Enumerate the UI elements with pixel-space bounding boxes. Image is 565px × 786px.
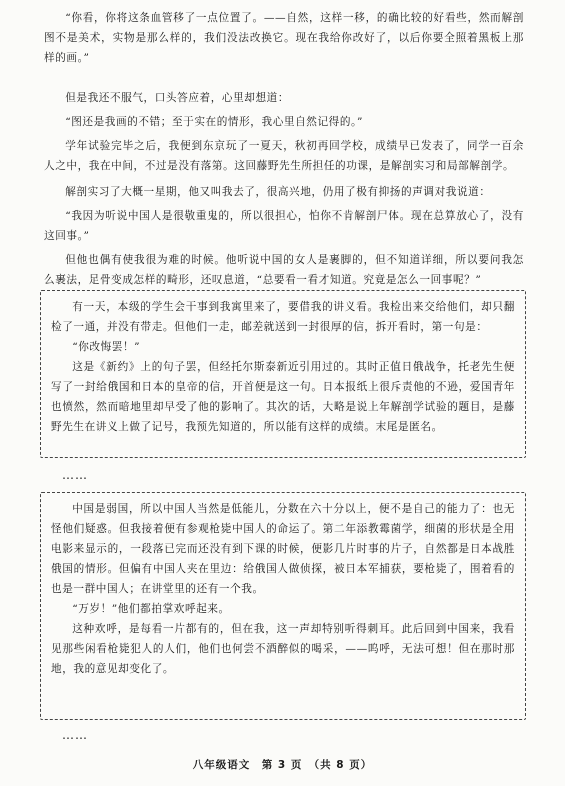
box2-paragraph-2: “万岁！”他们都拍掌欢呼起来。 <box>72 603 230 615</box>
box1-paragraph-2: “你改悔罢！” <box>72 341 141 353</box>
ellipsis-2: …… <box>62 728 88 742</box>
paragraph-4: 学年试验完毕之后，我便到东京玩了一夏天，秋初再回学校，成绩早已发表了，同学一百余人之中，我在中间，不过是没有落第。这回藤野先生所担任的功课，是解剖实习和局部解剖学。 <box>44 140 524 172</box>
paragraph-1: “你看，你将这条血管移了一点位置了。——自然，这样一移，的确比较的好看些，然而解剖图不是美术，实物是那么样的，我们没法改换它。现在我给你改好了，以后你要全照着黑板上那样的画。” <box>44 12 524 64</box>
excerpt-box-2 <box>40 492 526 720</box>
paragraph-5: 解剖实习了大概一星期，他又叫我去了，很高兴地，仍用了极有抑扬的声调对我说道： <box>65 186 491 198</box>
box2-paragraph-1: 中国是弱国，所以中国人当然是低能儿，分数在六十分以上，便不是自己的能力了：也无怪他们疑惑。但我接着便有参观枪毙中国人的命运了。第二年添教霉菌学，细菌的形状是全用电影来显示的，一段落已完而还没有到下课的时候，便影几片时事的片子，自然都是日本战胜俄国的情形。但偏有中国人夹在里边：给俄国人做侦探，被日本军捕获，要枪毙了，围着看的也是一群中国人；在讲堂里的还有一个我。 <box>51 503 515 595</box>
paragraph-7: 但他也偶有使我很为难的时候。他听说中国的女人是裹脚的，但不知道详细，所以要问我怎么裹法，足骨变成怎样的畸形，还叹息道，“总要看一看才知道。究竟是怎么一回事呢？” <box>44 254 524 286</box>
box1-paragraph-3: 这是《新约》上的句子罢，但经托尔斯泰新近引用过的。其时正值日俄战争，托老先生便写了一封给俄国和日本的皇帝的信，开首便是这一句。日本报纸上很斥责他的不逊，爱国青年也愤然，然而暗地里却早受了他的影响了。其次的话，大略是说上年解剖学试验的题目，是藤野先生在讲义上做了记号，我预先知道的，所以能有这样的成绩。末尾是匿名。 <box>51 361 515 433</box>
paragraph-3: “图还是我画的不错；至于实在的情形，我心里自然记得的。” <box>65 116 363 128</box>
box1-paragraph-1: 有一天，本级的学生会干事到我寓里来了，要借我的讲义看。我检出来交给他们，却只翻检了一通，并没有带走。但他们一走，邮差就送到一封很厚的信，拆开看时，第一句是： <box>51 301 515 333</box>
page-footer: 八年级语文 第 3 页 （共 8 页） <box>192 759 373 771</box>
ellipsis-1: …… <box>62 468 88 482</box>
excerpt-box-1 <box>40 290 526 458</box>
paragraph-6: “我因为听说中国人是很敬重鬼的，所以很担心，怕你不肯解剖尸体。现在总算放心了，没有这回事。” <box>44 210 524 242</box>
paragraph-2: 但是我还不服气，口头答应着，心里却想道： <box>65 92 290 104</box>
box2-paragraph-3: 这种欢呼，是每看一片都有的，但在我，这一声却特别听得刺耳。此后回到中国来，我看见那些闲看枪毙犯人的人们，他们也何尝不酒醉似的喝采，——呜呼，无法可想！但在那时那地，我的意见却变化了。 <box>51 623 515 675</box>
